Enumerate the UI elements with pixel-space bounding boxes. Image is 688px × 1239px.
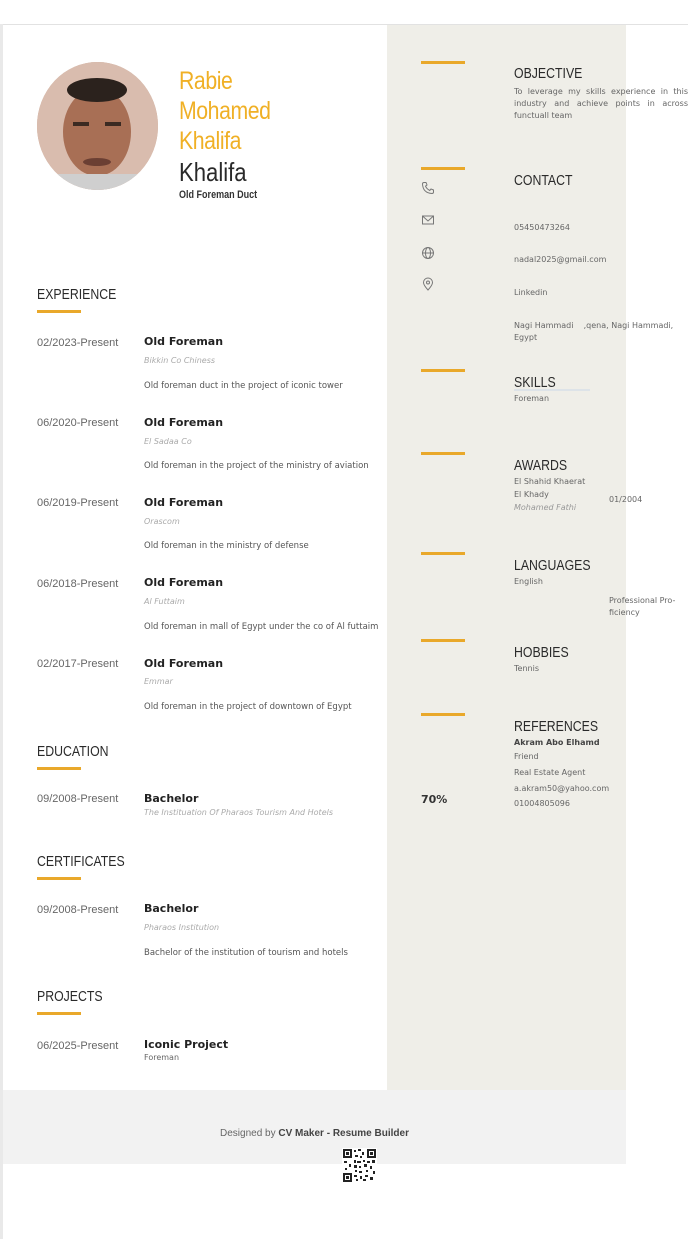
experience-company: Al Futtaim	[144, 597, 185, 606]
footer	[3, 1090, 626, 1164]
experience-role: Old Foreman	[144, 416, 224, 429]
hobbies-marker	[421, 639, 465, 642]
languages-title: LANGUAGES	[514, 557, 591, 574]
portrait-image	[37, 62, 158, 190]
projects-underline	[37, 1012, 81, 1015]
experience-date: 02/2017-Present	[37, 658, 119, 670]
phone-icon	[421, 181, 435, 195]
language-level-line1: Professional Pro-	[609, 596, 676, 605]
project-name: Iconic Project	[144, 1038, 229, 1051]
objective-title: OBJECTIVE	[514, 65, 583, 82]
envelope-icon	[421, 213, 435, 227]
references-marker	[421, 713, 465, 716]
experience-description: Old foreman in mall of Egypt under the co of Al futtaim	[144, 622, 379, 632]
contact-title: CONTACT	[514, 172, 573, 189]
skills-title: SKILLS	[514, 374, 556, 391]
awards-title: AWARDS	[514, 457, 568, 474]
award-date: 01/2004	[609, 495, 643, 504]
certificates-underline	[37, 877, 81, 880]
award-issuer: Mohamed Fathi	[514, 503, 577, 512]
certificate-issuer: Pharaos Institution	[144, 923, 220, 932]
job-title: Old Foreman Duct	[179, 189, 258, 201]
name-middle: Mohamed	[179, 97, 271, 125]
award-name-line2: El Khady	[514, 490, 549, 499]
experience-underline	[37, 310, 81, 313]
experience-company: Emmar	[144, 677, 173, 686]
project-date: 06/2025-Present	[37, 1040, 119, 1052]
reference-position: Real Estate Agent	[514, 768, 586, 777]
contact-address-line2: Egypt	[514, 333, 538, 342]
experience-company: Orascom	[144, 517, 180, 526]
contact-email[interactable]: nadal2025@gmail.com	[514, 255, 607, 264]
education-date: 09/2008-Present	[37, 793, 119, 805]
experience-title: EXPERIENCE	[37, 286, 117, 303]
hobbies-title: HOBBIES	[514, 644, 569, 661]
percentage-value: 70%	[421, 793, 448, 806]
footer-prefix: Designed by	[220, 1128, 279, 1139]
education-institution: The Instituation Of Pharaos Tourism And Hotels	[144, 808, 334, 817]
experience-date: 02/2023-Present	[37, 337, 119, 349]
experience-date: 06/2019-Present	[37, 497, 119, 509]
experience-date: 06/2020-Present	[37, 417, 119, 429]
contact-website[interactable]: Linkedin	[514, 288, 548, 297]
name-family: Khalifa	[179, 127, 242, 155]
experience-company: Bikkin Co Chiness	[144, 356, 216, 365]
contact-phone[interactable]: 05450473264	[514, 223, 570, 232]
objective-text: To leverage my skills experience in this industry and achieve points in across functuall team	[514, 87, 688, 120]
contact-marker	[421, 167, 465, 170]
experience-description: Old foreman in the project of the ministry of aviation	[144, 461, 369, 471]
experience-description: Old foreman in the project of downtown of Egypt	[144, 702, 352, 712]
experience-description: Old foreman in the ministry of defense	[144, 541, 309, 551]
languages-marker	[421, 552, 465, 555]
hobby-item: Tennis	[514, 664, 539, 673]
experience-company: El Sadaa Co	[144, 437, 192, 446]
globe-icon	[421, 246, 435, 260]
name-family-dark: Khalifa	[179, 157, 247, 187]
projects-title: PROJECTS	[37, 988, 103, 1005]
awards-marker	[421, 452, 465, 455]
top-bar	[0, 0, 688, 25]
objective-marker	[421, 61, 465, 64]
experience-role: Old Foreman	[144, 576, 224, 589]
name-first: Rabie	[179, 67, 233, 95]
award-name-line1: El Shahid Khaerat	[514, 477, 586, 486]
language-name: English	[514, 577, 543, 586]
profile-photo	[37, 62, 158, 190]
reference-name: Akram Abo Elhamd	[514, 738, 600, 747]
project-role: Foreman	[144, 1053, 180, 1062]
footer-credit	[3, 1128, 626, 1139]
experience-description: Old foreman duct in the project of iconic tower	[144, 381, 343, 391]
skills-marker	[421, 369, 465, 372]
experience-role: Old Foreman	[144, 657, 224, 670]
experience-role: Old Foreman	[144, 496, 224, 509]
experience-role: Old Foreman	[144, 335, 224, 348]
education-underline	[37, 767, 81, 770]
skill-item: Foreman	[514, 394, 550, 403]
certificate-date: 09/2008-Present	[37, 904, 119, 916]
qr-code-icon	[342, 1148, 377, 1183]
experience-date: 06/2018-Present	[37, 578, 119, 590]
references-title: REFERENCES	[514, 718, 599, 735]
footer-brand-link[interactable]: CV Maker - Resume Builder	[278, 1128, 409, 1139]
education-title: EDUCATION	[37, 743, 109, 760]
education-degree: Bachelor	[144, 792, 199, 805]
reference-email[interactable]: a.akram50@yahoo.com	[514, 784, 610, 793]
certificate-description: Bachelor of the institution of tourism and hotels	[144, 948, 348, 958]
contact-address-line1: Nagi Hammadi ,qena, Nagi Hammadi,	[514, 321, 674, 330]
language-level-line2: ficiency	[609, 608, 640, 617]
reference-relation: Friend	[514, 752, 539, 761]
certificate-name: Bachelor	[144, 902, 199, 915]
reference-phone[interactable]: 01004805096	[514, 799, 570, 808]
certificates-title: CERTIFICATES	[37, 853, 125, 870]
location-pin-icon	[421, 277, 435, 291]
